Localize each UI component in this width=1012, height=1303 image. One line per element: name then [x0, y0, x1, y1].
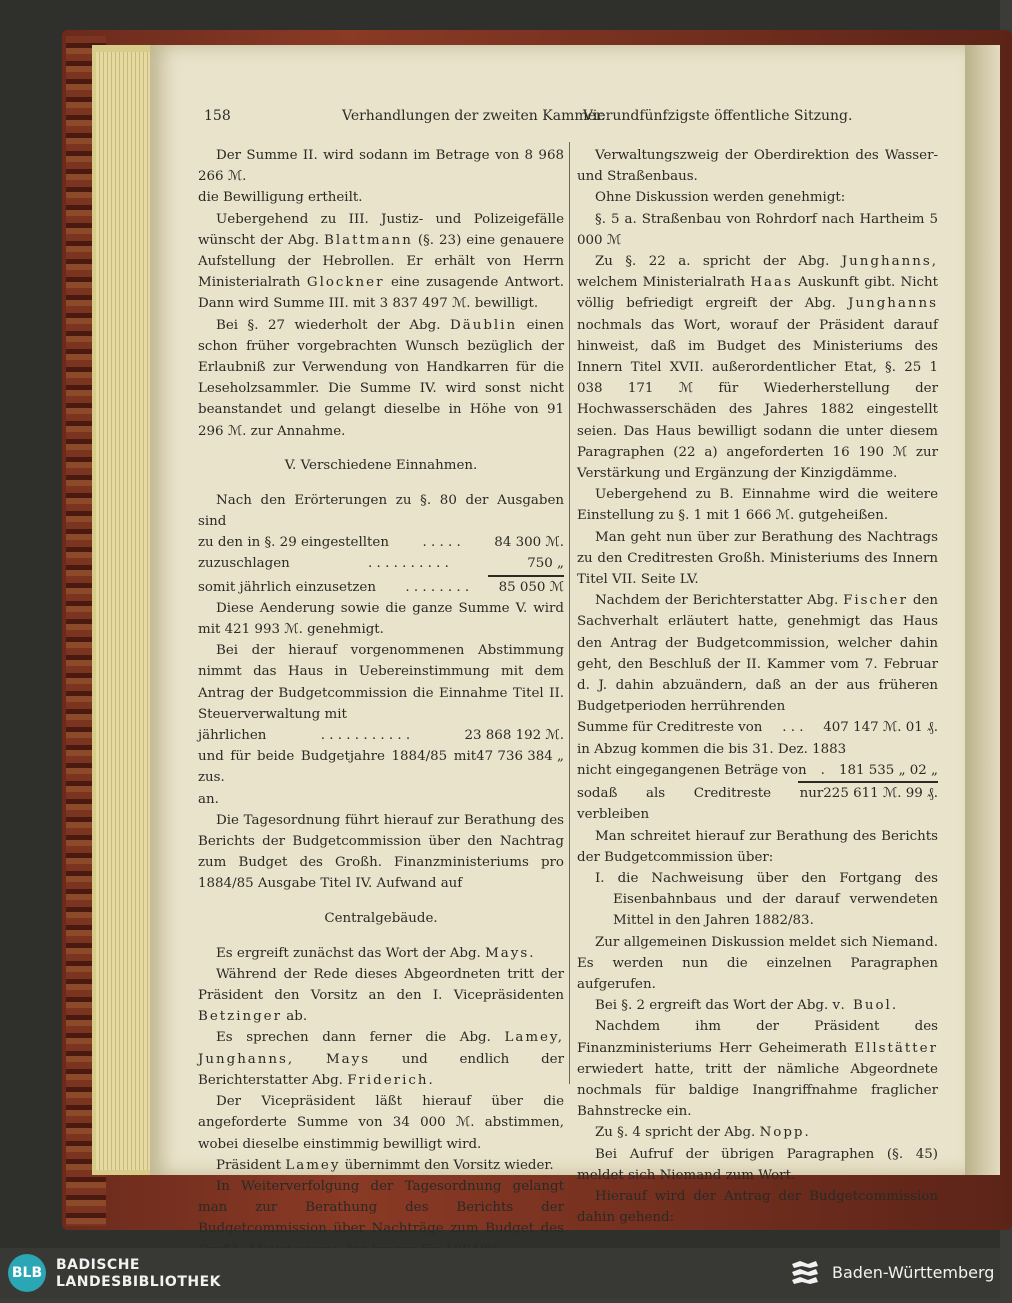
paragraph: Zur allgemeinen Diskussion meldet sich Niemand. Es werden nun die einzelnen Paragraphen aufgerufen. — [577, 934, 938, 992]
person-name: Ellstätter — [854, 1040, 938, 1056]
person-name: Däublin — [449, 317, 518, 333]
person-name: Mays. — [485, 945, 536, 961]
running-title-right: Vierundfünfzigste öffentliche Sitzung. — [583, 108, 853, 124]
calc-row: zu den in §. 29 eingestellten . . . . . 84 300 ℳ. — [198, 535, 564, 551]
paragraph: Der Summe II. wird sodann im Betrage von 8 968 266 ℳ. die Bewilligung ertheilt. — [198, 148, 564, 206]
calc-row: Summe für Creditreste von . . . 407 147 ℳ. 01 ₰. — [577, 720, 938, 736]
paragraph: Es ergreift zunächst das Wort der Abg. Mays. — [216, 945, 536, 961]
person-name: Glockner — [306, 275, 385, 291]
paragraph: Zu §. 4 spricht der Abg. Nopp. — [595, 1125, 811, 1141]
paragraph: Während der Rede dieses Abgeordneten tritt der Präsident den Vorsitz an den I. Vicepräsidenten Betzinger ab. — [198, 966, 564, 1025]
blb-logo-icon[interactable]: BLB — [8, 1254, 46, 1292]
section-heading: V. Verschiedene Einnahmen. — [284, 458, 478, 474]
page-number: 158 — [204, 108, 231, 124]
calc-row: jährlichen . . . . . . . . . . . 23 868 192 ℳ. — [198, 728, 564, 744]
calc-row: zuzuschlagen . . . . . . . . . . 750 „ — [198, 556, 564, 572]
paragraph: Diese Aenderung sowie die ganze Summe V. wird mit 421 993 ℳ. genehmigt. — [198, 600, 564, 638]
person-name: Haas — [750, 275, 793, 291]
paragraph: Uebergehend zu III. Justiz- und Polizeigefälle wünscht der Abg. Blattmann (§. 23) eine genauere Aufstellung der Hebrollen. Er erhält von Herrn Ministerialrath Glockner eine zusagende Antwort. Dann wird Summe III. mit 3 837 497 ℳ. bewilligt. — [198, 211, 564, 312]
paragraph: Bei §. 27 wiederholt der Abg. Däublin einen schon früher vorgebrachten Wunsch bezüglich der Erlaubniß zur Verwendung von Handkarren für die Leseholzsammler. Die Summe IV. wird sonst nicht beanstandet und gelangt dieselbe in Höhe von 91 296 ℳ. zur Annahme. — [198, 317, 564, 439]
paragraph: Zu §. 22 a. spricht der Abg. Junghanns, welchem Ministerialrath Haas Auskunft gibt. Nicht völlig befriedigt ergreift der Abg. Junghanns nochmals das Wort, worauf der Präsident darauf hinweist, daß im Budget des Ministeriums des Innern Titel XVII. außerordentlicher Etat, §. 25 1 038 171 ℳ für Wiederherstellung der Hochwasserschäden des Jahres 1882 eingestellt seien. Das Haus bewilligt sodann die unter diesem Paragraphen (22 a) angeforderten 16 190 ℳ zur Verstärkung und Ergänzung der Kinzigdämme. — [577, 254, 939, 482]
left-column — [198, 145, 564, 1303]
calc-row: nicht eingegangenen Beträge von . 181 535 „ 02 „ — [577, 762, 938, 778]
calc-row: in Abzug kommen die bis 31. Dez. 1883 — [577, 741, 847, 757]
person-name: Blattmann — [324, 232, 413, 248]
paragraph: Bei §. 2 ergreift das Wort der Abg. v. Buol. — [595, 998, 899, 1014]
calc-row: und für beide Budgetjahre 1884/85 mit zus. 47 736 384 „ — [198, 749, 564, 786]
column-divider — [569, 142, 570, 1084]
paragraph: Hierauf wird der Antrag der Budgetcommission dahin gehend: — [577, 1188, 938, 1226]
paragraph: Man schreitet hierauf zur Berathung des Berichts der Budgetcommission über: — [577, 828, 938, 865]
right-column — [577, 145, 938, 1228]
person-name: Betzinger — [198, 1009, 283, 1025]
coat-of-arms-icon — [788, 1256, 822, 1290]
paragraph: Nachdem der Berichterstatter Abg. Fischer den Sachverhalt erläutert hatte, genehmigt das Haus den Antrag der Budgetcommission, welcher dahin geht, den Beschluß der II. Kammer vom 7. Februar d. J. dahin abzuändern, daß an der aus früheren Budgetperioden herrührenden — [577, 593, 938, 715]
person-name: Fischer — [843, 593, 908, 609]
paragraph: Bei der hierauf vorgenommenen Abstimmung nimmt das Haus in Uebereinstimmung mit dem Antrag der Budgetcommission die Einnahme Titel II. Steuerverwaltung mit — [198, 643, 564, 722]
person-name: Lamey — [285, 1157, 341, 1173]
paragraph-tail: an. — [198, 791, 219, 807]
person-name: v. Buol. — [832, 998, 899, 1014]
person-name: Lamey, — [504, 1030, 564, 1046]
person-name: Junghanns, — [198, 1051, 295, 1067]
list-item: I. die Nachweisung über den Fortgang des Eisenbahnbaus und der darauf verwendeten Mittel in den Jahren 1882/83. — [595, 870, 938, 929]
paragraph: Nach den Erörterungen zu §. 80 der Ausgaben sind — [198, 492, 564, 530]
paragraph: Es sprechen dann ferner die Abg. Lamey, Junghanns, Mays und endlich der Berichterstatter Abg. Friderich. — [198, 1030, 564, 1088]
paragraph: Ohne Diskussion werden genehmigt: — [595, 190, 846, 206]
paragraph: Die Tagesordnung führt hierauf zur Berathung des Berichts der Budgetcommission über den Nachtrag zum Budget des Großh. Finanzministeriums pro 1884/85 Ausgabe Titel IV. Aufwand auf — [198, 812, 564, 892]
person-name: Junghanns, — [841, 254, 938, 270]
person-name: Junghanns — [848, 296, 938, 312]
paragraph: Uebergehend zu B. Einnahme wird die weitere Einstellung zu §. 1 mit 1 666 ℳ. gutgeheißen. — [577, 487, 938, 524]
paragraph: Verwaltungszweig der Oberdirektion des Wasser- und Straßenbaus. — [577, 148, 938, 185]
running-title-left: Verhandlungen der zweiten Kammer. — [342, 108, 606, 124]
calc-row: somit jährlich einzusetzen . . . . . . . . 85 050 ℳ — [198, 579, 564, 595]
paragraph: Der Vicepräsident läßt hierauf über die angeforderte Summe von 34 000 ℳ. abstimmen, wobei dieselbe einstimmig bewilligt wird. — [198, 1094, 564, 1152]
state-name[interactable]: Baden-Württemberg — [832, 1263, 995, 1282]
paragraph: In Weiterverfolgung der Tagesordnung gelangt man zur Berathung des Berichts der Budgetcommission über Nachträge zum Budget des — [198, 1178, 564, 1237]
calc-row: sodaß als Creditreste nur verbleiben 225 611 ℳ. 99 ₰. — [577, 786, 938, 823]
paragraph: §. 5 a. Straßenbau von Rohrdorf nach Hartheim 5 000 ℳ — [577, 211, 938, 248]
person-name: Nopp. — [759, 1125, 811, 1141]
paragraph: Man geht nun über zur Berathung des Nachtrags zu den Creditresten Großh. Ministeriums des Innern Titel VII. Seite LV. — [577, 529, 938, 588]
facing-page-edge — [965, 45, 1000, 1175]
paragraph: Präsident Lamey übernimmt den Vorsitz wieder. — [216, 1157, 554, 1173]
page-stack-edges — [96, 52, 156, 1170]
person-name: Mays — [325, 1051, 371, 1067]
person-name: Friderich. — [347, 1072, 435, 1088]
section-heading: Centralgebäude. — [324, 911, 438, 927]
library-name[interactable]: BADISCHE LANDESBIBLIOTHEK — [56, 1257, 222, 1290]
paragraph: Nachdem ihm der Präsident des Finanzministeriums Herr Geheimerath Ellstätter erwiedert hatte, tritt der nämliche Abgeordnete nochmals für baldige Inangriffnahme fraglicher Bahnstrecke ein. — [577, 1019, 938, 1120]
paragraph: Bei Aufruf der übrigen Paragraphen (§. 45) meldet sich Niemand zum Wort. — [577, 1146, 938, 1183]
footer-bar — [0, 1248, 1000, 1298]
